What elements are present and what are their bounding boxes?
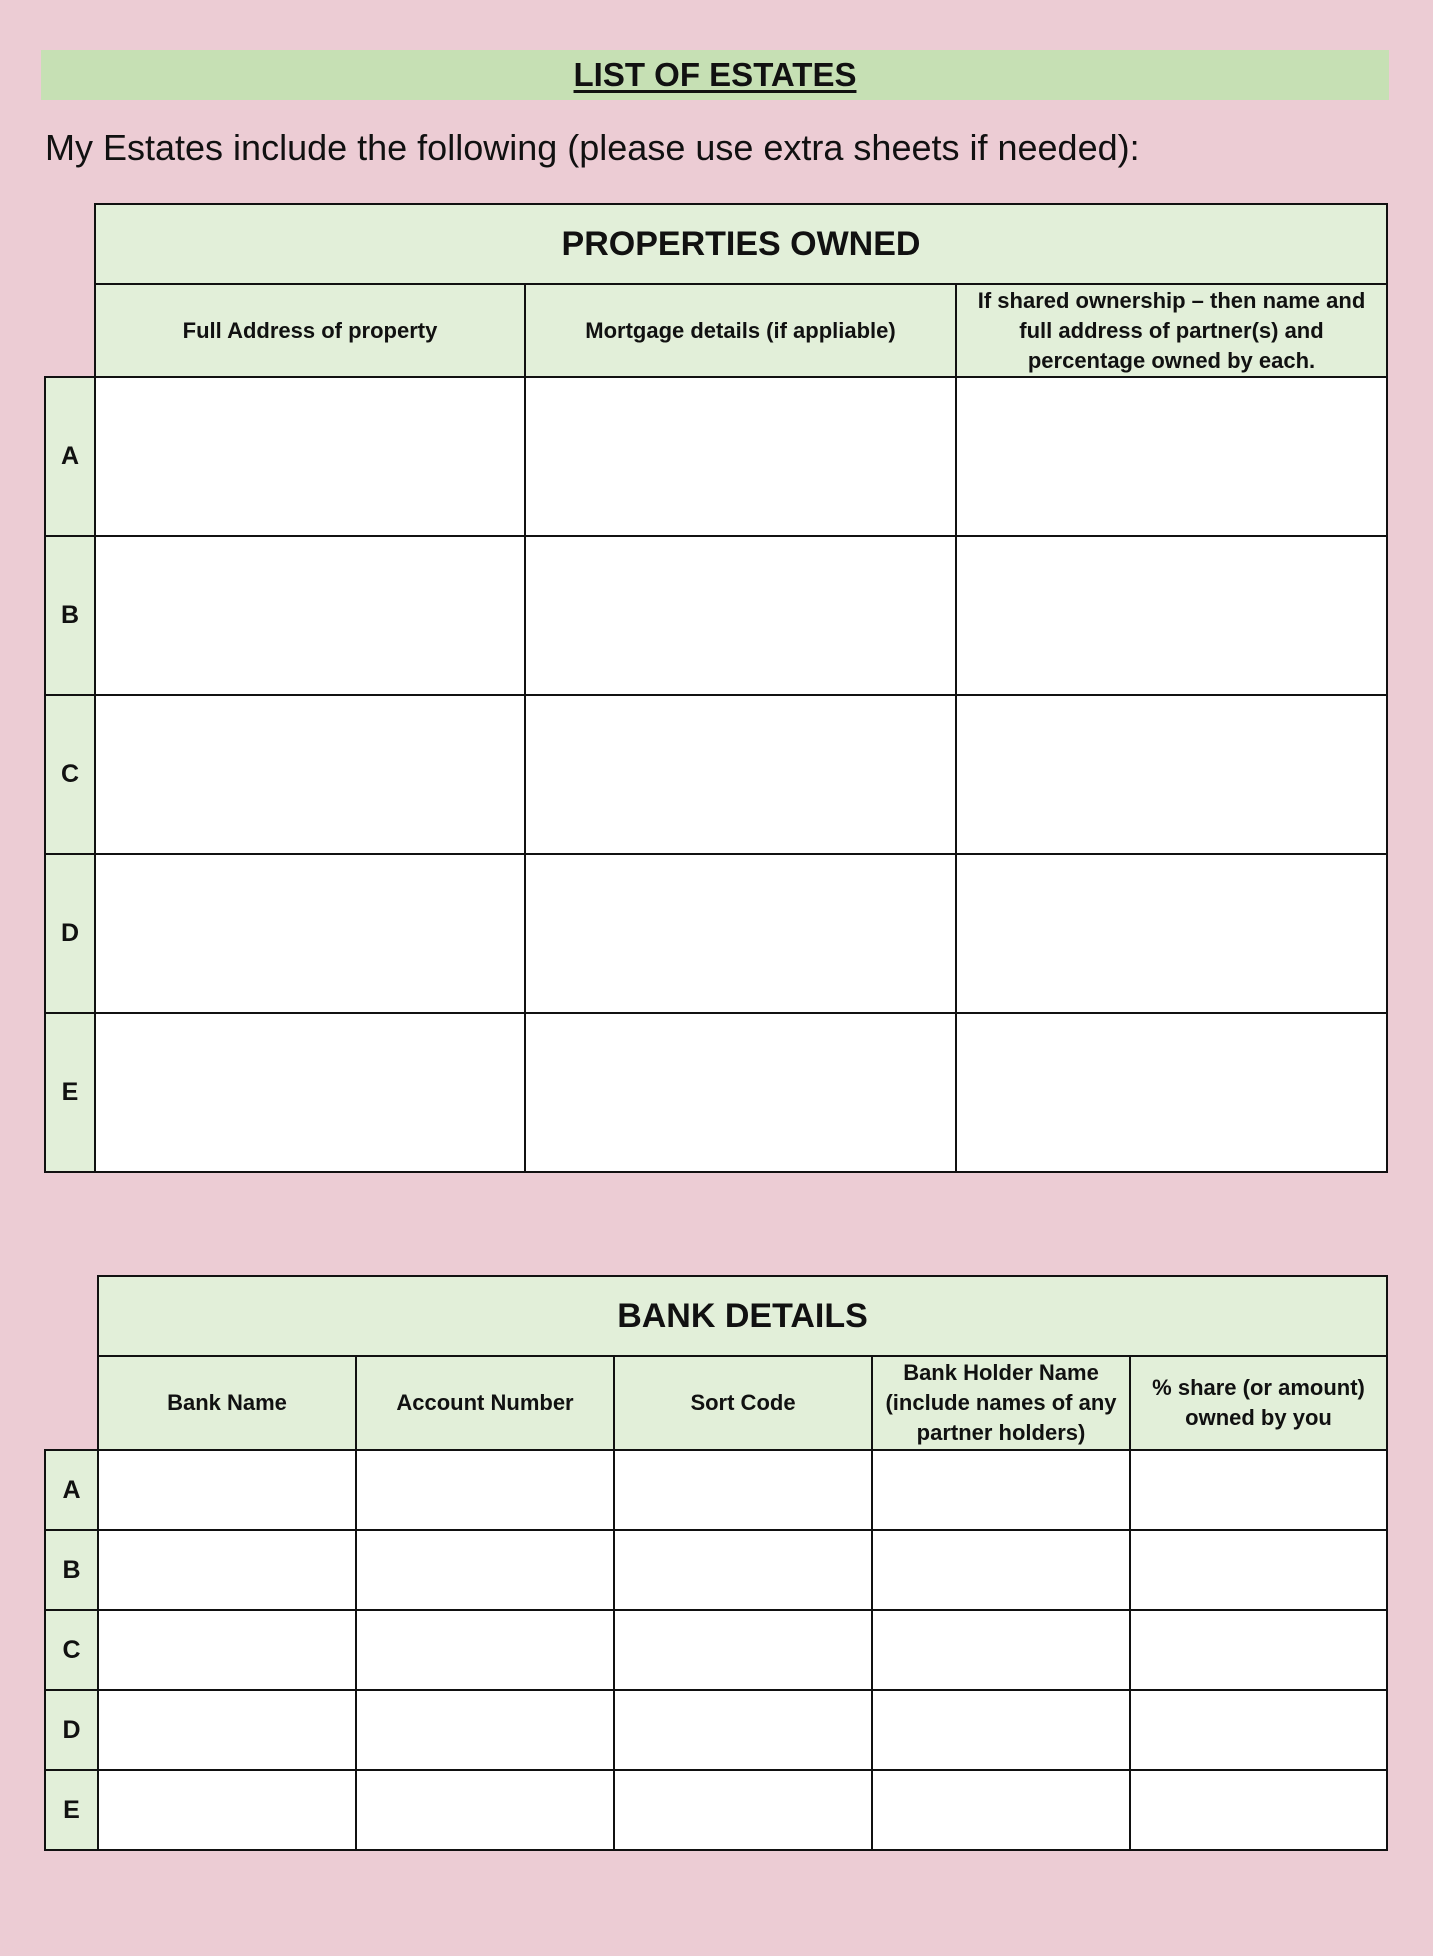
column-header-shared-ownership: If shared ownership – then name and full address of partner(s) and percentage owned by each.: [956, 284, 1387, 377]
property-address-field[interactable]: [95, 695, 525, 854]
row-label-c: C: [45, 695, 95, 854]
account-number-field[interactable]: [356, 1610, 614, 1690]
row-label-b: B: [45, 1530, 98, 1610]
page-title-bar: [41, 50, 1389, 100]
mortgage-details-field[interactable]: [525, 854, 956, 1013]
mortgage-details-field[interactable]: [525, 1013, 956, 1172]
bank-name-field[interactable]: [98, 1690, 356, 1770]
mortgage-details-field[interactable]: [525, 377, 956, 536]
account-number-field[interactable]: [356, 1690, 614, 1770]
column-header-full-address: Full Address of property: [95, 284, 525, 377]
mortgage-details-field[interactable]: [525, 695, 956, 854]
shared-ownership-field[interactable]: [956, 695, 1387, 854]
row-label-e: E: [45, 1013, 95, 1172]
shared-ownership-field[interactable]: [956, 536, 1387, 695]
bank-details-table: [44, 1275, 1388, 1851]
bank-name-field[interactable]: [98, 1450, 356, 1530]
table-row: [45, 1530, 1387, 1610]
property-address-field[interactable]: [95, 536, 525, 695]
row-label-d: D: [45, 1690, 98, 1770]
intro-text: My Estates include the following (please use extra sheets if needed):: [45, 127, 1140, 168]
property-address-field[interactable]: [95, 1013, 525, 1172]
bank-name-field[interactable]: [98, 1530, 356, 1610]
table-row: [45, 536, 1387, 695]
share-owned-field[interactable]: [1130, 1770, 1387, 1850]
table-row: [45, 377, 1387, 536]
share-owned-field[interactable]: [1130, 1610, 1387, 1690]
mortgage-details-field[interactable]: [525, 536, 956, 695]
account-number-field[interactable]: [356, 1770, 614, 1850]
corner-blank: [45, 204, 95, 377]
row-label-e: E: [45, 1770, 98, 1850]
row-label-a: A: [45, 1450, 98, 1530]
bank-holder-name-field[interactable]: [872, 1690, 1130, 1770]
column-header-bank-name: Bank Name: [98, 1356, 356, 1450]
property-address-field[interactable]: [95, 377, 525, 536]
row-label-a: A: [45, 377, 95, 536]
properties-title: PROPERTIES OWNED: [95, 204, 1387, 284]
bank-holder-name-field[interactable]: [872, 1450, 1130, 1530]
sort-code-field[interactable]: [614, 1530, 872, 1610]
column-header-share-owned: % share (or amount) owned by you: [1130, 1356, 1387, 1450]
share-owned-field[interactable]: [1130, 1450, 1387, 1530]
bank-holder-name-field[interactable]: [872, 1530, 1130, 1610]
table-row: [45, 1450, 1387, 1530]
bank-name-field[interactable]: [98, 1770, 356, 1850]
account-number-field[interactable]: [356, 1450, 614, 1530]
bank-header-row: [45, 1356, 1387, 1450]
table-row: [45, 1610, 1387, 1690]
bank-holder-name-field[interactable]: [872, 1770, 1130, 1850]
table-row: [45, 854, 1387, 1013]
column-header-bank-holder-name: Bank Holder Name (include names of any partner holders): [872, 1356, 1130, 1450]
table-row: [45, 1690, 1387, 1770]
share-owned-field[interactable]: [1130, 1690, 1387, 1770]
shared-ownership-field[interactable]: [956, 854, 1387, 1013]
table-row: [45, 695, 1387, 854]
column-header-sort-code: Sort Code: [614, 1356, 872, 1450]
sort-code-field[interactable]: [614, 1770, 872, 1850]
properties-header-row: [45, 284, 1387, 377]
shared-ownership-field[interactable]: [956, 377, 1387, 536]
account-number-field[interactable]: [356, 1530, 614, 1610]
page-title: LIST OF ESTATES: [573, 56, 857, 93]
sort-code-field[interactable]: [614, 1690, 872, 1770]
table-row: [45, 1013, 1387, 1172]
share-owned-field[interactable]: [1130, 1530, 1387, 1610]
row-label-b: B: [45, 536, 95, 695]
bank-name-field[interactable]: [98, 1610, 356, 1690]
corner-blank: [45, 1276, 98, 1450]
sort-code-field[interactable]: [614, 1450, 872, 1530]
properties-table: [44, 203, 1388, 1173]
row-label-c: C: [45, 1610, 98, 1690]
table-row: [45, 1770, 1387, 1850]
row-label-d: D: [45, 854, 95, 1013]
column-header-account-number: Account Number: [356, 1356, 614, 1450]
bank-details-title: BANK DETAILS: [98, 1276, 1387, 1356]
sort-code-field[interactable]: [614, 1610, 872, 1690]
property-address-field[interactable]: [95, 854, 525, 1013]
column-header-mortgage-details: Mortgage details (if appliable): [525, 284, 956, 377]
bank-holder-name-field[interactable]: [872, 1610, 1130, 1690]
shared-ownership-field[interactable]: [956, 1013, 1387, 1172]
